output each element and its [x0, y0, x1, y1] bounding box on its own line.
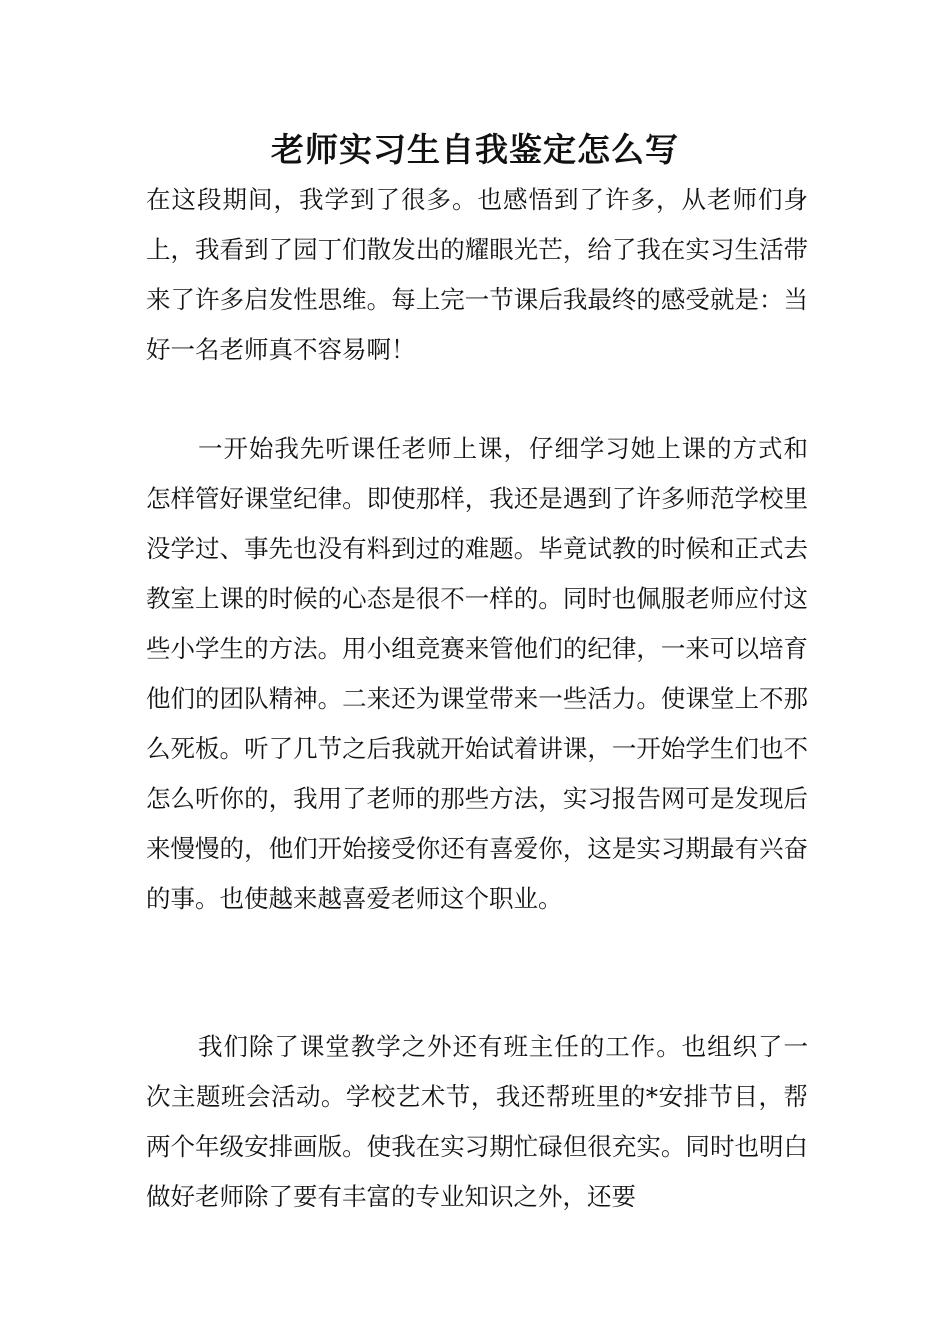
paragraph-2: 一开始我先听课任老师上课，仔细学习她上课的方式和怎样管好课堂纪律。即使那样，我还是遇到了许多师范学校里没学过、事先也没有料到过的难题。毕竟试教的时候和正式去教室上课的时候的心态是很不一样的。同时也佩服老师应付这些小学生的方法。用小组竞赛来管他们的纪律，一来可以培育他们的团队精神。二来还为课堂带来一些活力。使课堂上不那么死板。听了几节之后我就开始试着讲课，一开始学生们也不怎么听你的，我用了老师的那些方法，实习报告网可是发现后来慢慢的，他们开始接受你还有喜爱你，这是实习期最有兴奋的事。也使越来越喜爱老师这个职业。 — [146, 434, 808, 913]
paragraph-3: 我们除了课堂教学之外还有班主任的工作。也组织了一次主题班会活动。学校艺术节，我还帮班里的*安排节目，帮两个年级安排画版。使我在实习期忙碌但很充实。同时也明白做好老师除了要有丰富的专业知识之外，还要 — [146, 1032, 808, 1211]
document-title: 老师实习生自我鉴定怎么写 — [271, 130, 679, 169]
paragraph-1: 在这段期间，我学到了很多。也感悟到了许多，从老师们身上，我看到了园丁们散发出的耀眼光芒，给了我在实习生活带来了许多启发性思维。每上完一节课后我最终的感受就是：当好一名老师真不容易啊！ — [146, 185, 808, 364]
